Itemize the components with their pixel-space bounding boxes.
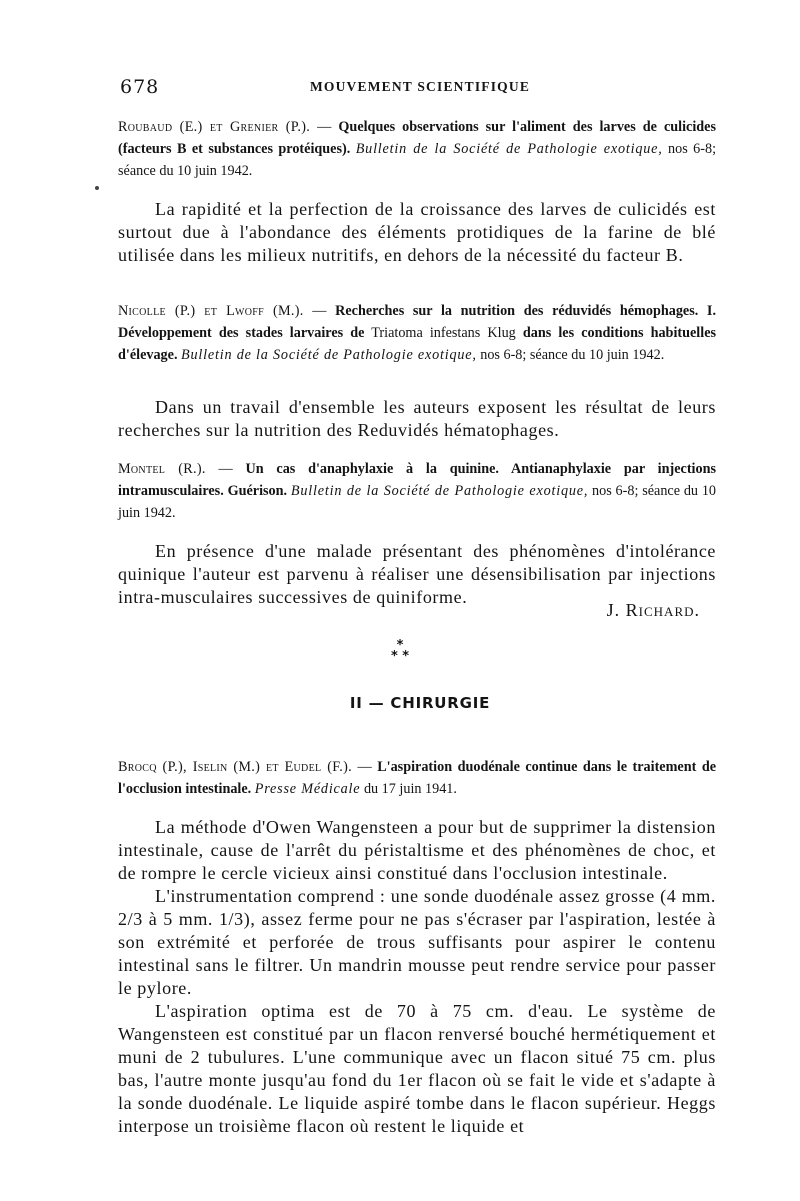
entry-details: nos 6-8; séance du 10 juin 1942. bbox=[118, 141, 717, 179]
section-heading: II — CHIRURGIE bbox=[349, 694, 491, 712]
entry-abstract-2: Dans un travail d'ensemble les auteurs exposent les résultat de leurs recherches sur la nutrition des Reduvidés hématophages. bbox=[118, 397, 716, 440]
body-paragraph: La méthode d'Owen Wangensteen a pour but de supprimer la distension intestinale, cause de l'arrêt du péristaltisme et des phénomènes de choc, et de rompre le cercle vicieux ainsi constitué dans l'occlusion intestinale. bbox=[118, 817, 716, 883]
entry-journal: Bulletin de la Société de Pathologie exotique, bbox=[290, 483, 589, 499]
reference-entry-1: Roubaud (E.) et Grenier (P.). — Quelques observations sur l'aliment des larves de culicides (facteurs B et substances protéiques). Bulletin de la Société de Pathologie exotique, nos 6-8; séance du 10 juin 1942. bbox=[118, 119, 717, 179]
body-paragraph: L'aspiration optima est de 70 à 75 cm. d'eau. Le système de Wangensteen est constitué par un flacon renversé bouché hermétiquement et muni de 2 tubulures. L'une communique avec un flacon situé 75 cm. plus bas, l'autre monte jusqu'au fond du 1er flacon où se fait le vide et s'adapte à la sonde duodénale. Le liquide aspiré tombe dans le flacon supérieur. Heggs interpose un troisième flacon où restent le liquide et bbox=[118, 1001, 716, 1136]
signature-initial: J. bbox=[606, 600, 621, 620]
entry-abstract-1: La rapidité et la perfection de la croissance des larves de culicidés est surtout due à l'abondance des éléments protidiques de la farine de blé utilisée dans les milieux nutritifs, en dehors de la nécessité du facteur B. bbox=[118, 199, 716, 265]
entry-authors: Montel (R.). bbox=[118, 461, 206, 477]
reference-entry-3: Montel (R.). — Un cas d'anaphylaxie à la quinine. Antianaphylaxie par injections intramusculaires. Guérison. Bulletin de la Société de Pathologie exotique, nos 6-8; séance du 10 juin 1942. bbox=[118, 461, 717, 521]
entry-journal: Bulletin de la Société de Pathologie exotique, bbox=[355, 141, 663, 157]
entry-abstract-3: En présence d'une malade présentant des phénomènes d'intolérance quinique l'auteur est parvenu à réaliser une désensibilisation par injections intra-musculaires successives de quiniforme. bbox=[118, 541, 716, 607]
asterism-divider: * * * bbox=[390, 638, 410, 664]
entry-journal: Presse Médicale bbox=[254, 781, 361, 797]
running-title: MOUVEMENT SCIENTIFIQUE bbox=[309, 79, 531, 94]
entry-details: nos 6-8; séance du 10 juin 1942. bbox=[118, 483, 717, 521]
reference-entry-2: Nicolle (P.) et Lwoff (M.). — Recherches sur la nutrition des réduvidés hémophages. I. Développement des stades larvaires de Triatoma infestans Klug dans les conditions habituelles d'élevage. Bulletin de la Société de Pathologie exotique, nos 6-8; séance du 10 juin 1942. bbox=[118, 303, 717, 363]
entry-title: Un cas d'anaphylaxie à la quinine. Antianaphylaxie par injections intramusculaires. Guérison. bbox=[118, 461, 716, 499]
entry-title: Quelques observations sur l'aliment des larves de culicides (facteurs B et substances protéiques). bbox=[118, 119, 716, 157]
entry-body-4 bbox=[118, 816, 716, 1138]
ink-speck bbox=[95, 186, 99, 190]
entry-authors: Roubaud (E.) et Grenier (P.). bbox=[118, 119, 311, 135]
page-header bbox=[120, 76, 720, 100]
entry-title: L'aspiration duodénale continue dans le traitement de l'occlusion intestinale. bbox=[118, 759, 717, 797]
reference-entry-4: Brocq (P.), Iselin (M.) et Eudel (F.). — L'aspiration duodénale continue dans le traitement de l'occlusion intestinale. Presse Médicale du 17 juin 1941. bbox=[118, 759, 717, 797]
entry-details: du 17 juin 1941. bbox=[363, 781, 457, 797]
entry-authors: Nicolle (P.) et Lwoff (M.). bbox=[118, 303, 304, 319]
body-paragraph: L'instrumentation comprend : une sonde duodénale assez grosse (4 mm. 2/3 à 5 mm. 1/3), assez ferme pour ne pas s'écraser par l'aspiration, lestée à son extrémité et perforée de trous suffisants pour aspirer le contenu intestinal sans le filtrer. Un mandrin mousse peut rendre service pour passer le pylore. bbox=[118, 886, 716, 998]
entry-title: Recherches sur la nutrition des réduvidés hémophages. I. Développement des stades larvaires de bbox=[118, 303, 716, 341]
entry-title-cont: dans les conditions habituelles d'élevage. bbox=[118, 325, 717, 363]
page-number: 678 bbox=[120, 76, 160, 98]
entry-journal: Bulletin de la Société de Pathologie exotique, bbox=[181, 347, 477, 363]
signature bbox=[560, 600, 700, 621]
entry-species: Triatoma infestans Klug bbox=[371, 325, 516, 341]
entry-authors: Brocq (P.), Iselin (M.) et Eudel (F.). bbox=[118, 759, 352, 775]
entry-details: nos 6-8; séance du 10 juin 1942. bbox=[480, 347, 665, 363]
signature-name: Richard. bbox=[625, 600, 700, 620]
